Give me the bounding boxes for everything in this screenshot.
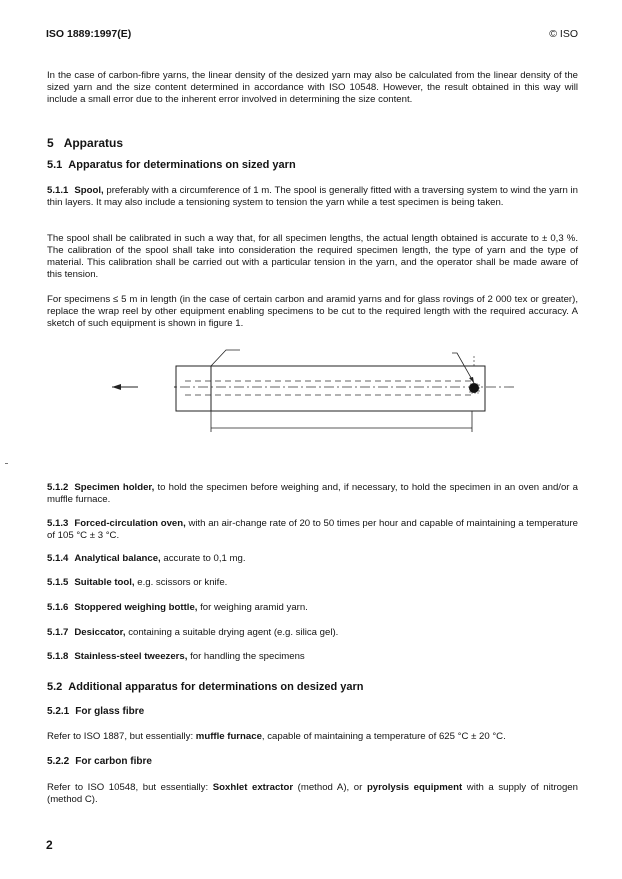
- glass-fibre-paragraph: [47, 731, 578, 743]
- clause-number: 5.1.2: [47, 482, 69, 493]
- clause-5-1-8: [47, 651, 578, 663]
- section-5-2-2-heading: [47, 756, 152, 767]
- guide-bar: [469, 383, 479, 393]
- clause-text: preferably with a circumference of 1 m. The spool is generally fitted with a traversing system to wind the yarn in thin layers. It may also include a tensioning system to tension the yarn while a test specimen is being taken.: [47, 185, 578, 208]
- clause-5-1-3: [47, 518, 578, 542]
- clause-5-1-1: [47, 185, 578, 209]
- clause-text: accurate to 0,1 mg.: [160, 553, 246, 564]
- clause-text: for handling the specimens: [187, 651, 305, 662]
- carbon-fibre-paragraph: [47, 782, 578, 806]
- soxhlet-term: Soxhlet extractor: [212, 782, 294, 793]
- section-5-heading: [47, 136, 123, 150]
- intro-paragraph: In the case of carbon-fibre yarns, the linear density of the desized yarn may also be calculated from the linear density of the sized yarn and the size content determined in accordance with ISO 10548. However, the result obtained in this way will include a small error due to the inherent error involved in determining the size content.: [47, 70, 578, 105]
- section-5-1-heading: [47, 159, 296, 171]
- section-number: 5.2: [47, 681, 63, 693]
- spool-frame: [176, 366, 485, 411]
- section-5-2-heading: [47, 681, 364, 693]
- section-number: 5.1: [47, 159, 63, 171]
- section-title: For glass fibre: [75, 706, 145, 717]
- clause-text: with an air-change rate of 20 to 50 times per hour and capable of maintaining a temperature of 105 °C ± 3 °C.: [47, 518, 578, 541]
- clause-text: e.g. scissors or knife.: [134, 577, 228, 588]
- scan-mark: [5, 463, 8, 464]
- section-title: For carbon fibre: [75, 756, 152, 767]
- paragraph-text: Refer to ISO 10548, but essentially:: [47, 782, 213, 793]
- clause-term: Forced-circulation oven,: [74, 518, 186, 529]
- clause-number: 5.1.8: [47, 651, 69, 662]
- paragraph-text: Refer to ISO 1887, but essentially:: [47, 731, 196, 742]
- clause-5-1-2: [47, 482, 578, 506]
- section-number: 5.2.1: [47, 706, 70, 717]
- tension-arrow-icon: [112, 384, 121, 390]
- clause-text: containing a suitable drying agent (e.g. silica gel).: [125, 627, 339, 638]
- paragraph-text: with a supply of nitrogen (method C).: [47, 782, 578, 805]
- standard-header: ISO 1889:1997(E): [46, 28, 132, 40]
- clause-term: Suitable tool,: [74, 577, 135, 588]
- clause-text: for weighing aramid yarn.: [197, 602, 308, 613]
- section-number: 5.2.2: [47, 756, 70, 767]
- clause-number: 5.1.6: [47, 602, 69, 613]
- page-number: 2: [46, 838, 53, 852]
- clause-term: Desiccator,: [74, 627, 126, 638]
- clause-term: Analytical balance,: [74, 553, 161, 564]
- section-title: Apparatus for determinations on sized yarn: [68, 159, 296, 171]
- copyright-header: © ISO: [549, 28, 578, 40]
- clause-5-1-4: [47, 553, 578, 565]
- short-specimens-paragraph: For specimens ≤ 5 m in length (in the case of certain carbon and aramid yarns and for glass rovings of 2 000 tex or greater), replace the wrap reel by other equipment enabling specimens to be cut to the required length with the required accuracy. A sketch of such equipment is shown in figure 1.: [47, 294, 578, 329]
- pyrolysis-term: pyrolysis equipment: [366, 782, 463, 793]
- section-5-2-1-heading: [47, 706, 144, 717]
- paragraph-text: (method A), or: [293, 782, 367, 793]
- clause-number: 5.1.7: [47, 627, 69, 638]
- section-title: Apparatus: [63, 136, 124, 150]
- clause-term: Specimen holder,: [74, 482, 155, 493]
- section-number: 5: [47, 136, 54, 150]
- figure-1-sketch: [100, 342, 520, 442]
- guide-arrow-icon: [469, 377, 474, 383]
- clause-5-1-7: [47, 627, 578, 639]
- muffle-furnace-term: muffle furnace: [195, 731, 262, 742]
- clause-number: 5.1.1: [47, 185, 69, 196]
- clause-5-1-6: [47, 602, 578, 614]
- clause-text: to hold the specimen before weighing and, if necessary, to hold the specimen in an oven and/or a muffle furnace.: [47, 482, 578, 505]
- clause-term: Spool,: [74, 185, 104, 196]
- clause-5-1-5: [47, 577, 578, 589]
- clause-term: Stainless-steel tweezers,: [74, 651, 188, 662]
- paragraph-text: , capable of maintaining a temperature of 625 °C ± 20 °C.: [261, 731, 506, 742]
- cutter-leader: [211, 350, 240, 366]
- clause-number: 5.1.5: [47, 577, 69, 588]
- clause-number: 5.1.3: [47, 518, 69, 529]
- clause-number: 5.1.4: [47, 553, 69, 564]
- clause-term: Stoppered weighing bottle,: [74, 602, 198, 613]
- tension-label-bg: [138, 380, 174, 393]
- section-title: Additional apparatus for determinations on desized yarn: [68, 681, 364, 693]
- spool-calibration-paragraph: The spool shall be calibrated in such a way that, for all specimen lengths, the actual length obtained is accurate to ± 0,3 %. The calibration of the spool shall take into consideration the required specimen length, the type of yarn and the type of material. This calibration shall be carried out with a particular tension in the yarn, and the operator shall be made aware of this tension.: [47, 233, 578, 280]
